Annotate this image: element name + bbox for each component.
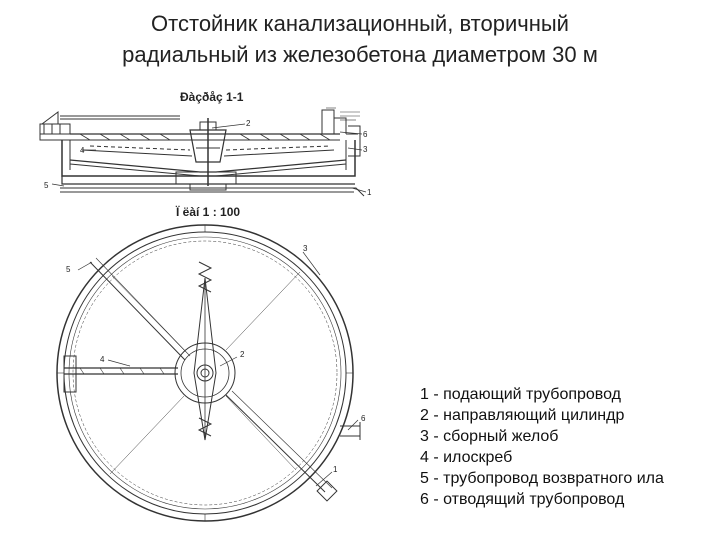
plan-callout-5: 5 bbox=[66, 265, 71, 274]
section-callout-6: 6 bbox=[363, 130, 368, 139]
central-support bbox=[176, 172, 236, 184]
plan-callout-2: 2 bbox=[240, 350, 245, 359]
section-callout-4: 4 bbox=[80, 146, 85, 155]
section-callout-1: 1 bbox=[367, 188, 372, 197]
plan-label: Ï ëàí 1 : 100 bbox=[176, 205, 241, 219]
plan-view bbox=[57, 204, 366, 521]
legend-item-1: 1 - подающий трубопровод bbox=[420, 386, 621, 403]
ladder bbox=[42, 112, 58, 124]
plan-callout-3: 3 bbox=[303, 244, 308, 253]
legend-item-6: 6 - отводящий трубопровод bbox=[420, 491, 625, 508]
legend-item-2: 2 - направляющий цилиндр bbox=[420, 407, 625, 424]
legend-item-5: 5 - трубопровод возвратного ила bbox=[420, 470, 664, 487]
plan-callout-1: 1 bbox=[333, 465, 338, 474]
legend bbox=[420, 384, 664, 510]
plan-callout-6: 6 bbox=[361, 414, 366, 423]
title-line-2: радиальный из железобетона диаметром 30 м bbox=[122, 42, 598, 67]
legend-item-4: 4 - илоскреб bbox=[420, 449, 513, 466]
inlet-pipe bbox=[226, 395, 325, 492]
section-callout-2: 2 bbox=[246, 119, 251, 128]
section-callout-5: 5 bbox=[44, 181, 49, 190]
section-view bbox=[40, 90, 372, 197]
return-sludge-pipe bbox=[90, 262, 185, 360]
title-line-1: Отстойник канализационный, вторичный bbox=[151, 11, 569, 36]
legend-item-3: 3 - сборный желоб bbox=[420, 428, 559, 445]
section-label: Ðàçðåç 1-1 bbox=[180, 90, 244, 104]
section-callout-3: 3 bbox=[363, 145, 368, 154]
plan-callout-4: 4 bbox=[100, 355, 105, 364]
